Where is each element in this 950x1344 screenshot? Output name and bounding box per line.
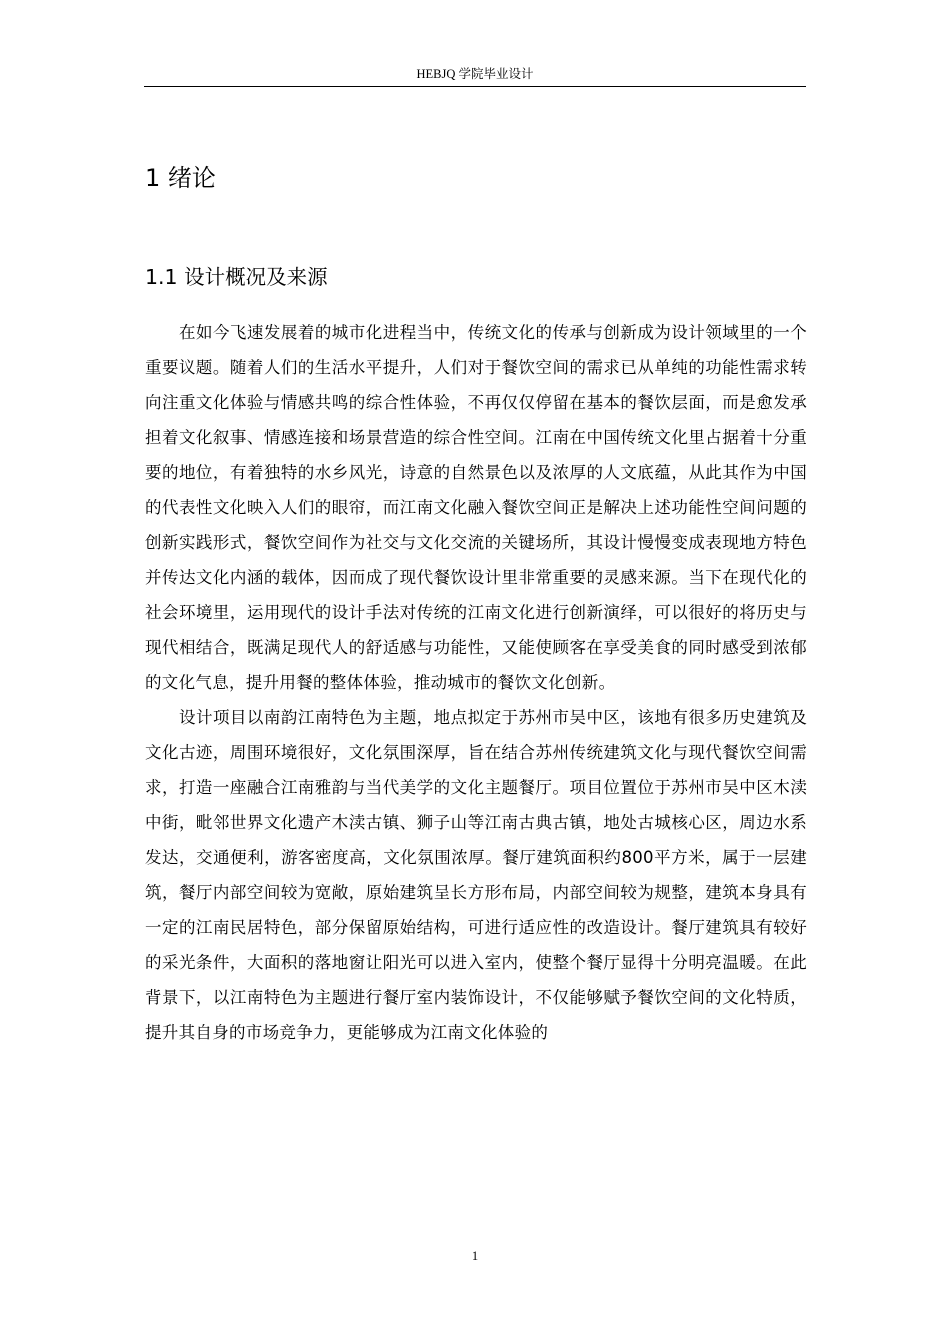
chapter-heading: 1 绪论 xyxy=(145,164,216,192)
header-title: HEBJQ 学院毕业设计 xyxy=(416,67,534,81)
page-header xyxy=(144,64,806,87)
page-number: 1 xyxy=(471,1249,479,1263)
body-text xyxy=(145,315,807,1050)
section-heading: 1.1 设计概况及来源 xyxy=(145,265,328,289)
paragraph-1: 在如今飞速发展着的城市化进程当中，传统文化的传承与创新成为设计领域里的一个重要议题。随着人们的生活水平提升，人们对于餐饮空间的需求已从单纯的功能性需求转向注重文化体验与情感共鸣的综合性体验，不再仅仅停留在基本的餐饮层面，而是愈发承担着文化叙事、情感连接和场景营造的综合性空间。江南在中国传统文化里占据着十分重要的地位，有着独特的水乡风光，诗意的自然景色以及浓厚的人文底蕴，从此其作为中国的代表性文化映入人们的眼帘，而江南文化融入餐饮空间正是解决上述功能性空间问题的创新实践形式，餐饮空间作为社交与文化交流的关键场所，其设计慢慢变成表现地方特色并传达文化内涵的载体，因而成了现代餐饮设计里非常重要的灵感来源。当下在现代化的社会环境里，运用现代的设计手法对传统的江南文化进行创新演绎，可以很好的将历史与现代相结合，既满足现代人的舒适感与功能性，又能使顾客在享受美食的同时感受到浓郁的文化气息，提升用餐的整体体验，推动城市的餐饮文化创新。 xyxy=(145,323,807,692)
paragraph-2: 设计项目以南韵江南特色为主题，地点拟定于苏州市吴中区，该地有很多历史建筑及文化古迹，周围环境很好，文化氛围深厚，旨在结合苏州传统建筑文化与现代餐饮空间需求，打造一座融合江南雅韵与当代美学的文化主题餐厅。项目位置位于苏州市吴中区木渎中街，毗邻世界文化遗产木渎古镇、狮子山等江南古典古镇，地处古城核心区，周边水系发达，交通便利，游客密度高，文化氛围浓厚。餐厅建筑面积约800平方米，属于一层建筑，餐厅内部空间较为宽敞，原始建筑呈长方形布局，内部空间较为规整，建筑本身具有一定的江南民居特色，部分保留原始结构，可进行适应性的改造设计。餐厅建筑具有较好的采光条件，大面积的落地窗让阳光可以进入室内，使整个餐厅显得十分明亮温暖。在此背景下，以江南特色为主题进行餐厅室内装饰设计，不仅能够赋予餐饮空间的文化特质，提升其自身的市场竞争力，更能够成为江南文化体验的 xyxy=(145,708,807,1042)
